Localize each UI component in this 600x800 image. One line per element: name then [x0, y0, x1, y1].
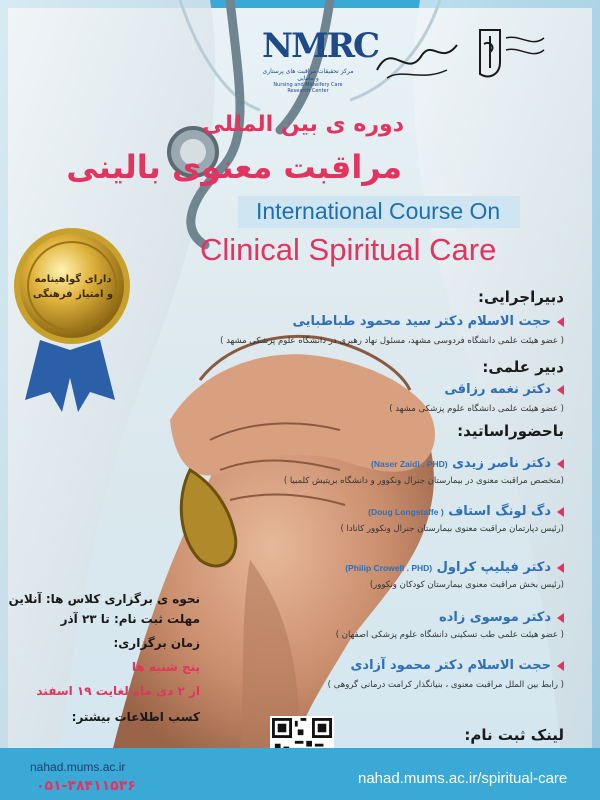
- bullet-icon: [557, 317, 564, 327]
- professor-3-name: [345, 560, 564, 575]
- schedule-day: پنج شنبه ها: [131, 660, 200, 674]
- professor-1-name: [371, 456, 564, 471]
- bullet-icon: [557, 459, 564, 469]
- badge-line1: دارای گواهینامه: [34, 274, 112, 285]
- certificate-badge: [18, 272, 128, 302]
- signature-icon: [372, 30, 462, 90]
- scientific-heading: دبیر علمی:: [482, 358, 564, 376]
- professor-3-desc: (رئیس بخش مراقبت معنوی بیمارستان کودکان ونکوور): [369, 580, 564, 590]
- professor-1-name-text: دکتر ناصر زیدی: [452, 456, 551, 471]
- university-emblem-icon: [470, 24, 550, 96]
- executive-name: [292, 314, 564, 329]
- title-fa-line1: دوره ی بین المللی: [202, 112, 404, 137]
- professor-2-name-text: دگ لونگ استاف: [448, 504, 551, 519]
- registration-url[interactable]: nahad.mums.ac.ir/spiritual-care: [358, 770, 568, 787]
- professor-2-name: [368, 504, 564, 519]
- professor-1-desc: (متخصص مراقبت معنوی در بیمارستان جنرال ونکوور و دانشگاه بریتیش کلمبیا ): [283, 476, 564, 486]
- professor-1-en: (Naser Zaidi . PHD): [371, 459, 448, 469]
- executive-heading: دبیراجرایی:: [477, 288, 564, 306]
- professors-heading: باحضوراساتید:: [457, 422, 564, 440]
- title-en-line1: International Course On: [256, 198, 501, 224]
- nmrc-logo-subtitle-fa: مرکز تحقیقات مراقبت های پرستاری و مامایی: [262, 68, 354, 82]
- info-site-link[interactable]: nahad.mums.ac.ir: [30, 760, 126, 774]
- registration-deadline: مهلت ثبت نام: تا ۲۳ آذر: [60, 612, 200, 626]
- logos-row: [0, 14, 600, 94]
- schedule-range: از ۲ دی ماه لغایت ۱۹ اسفند: [36, 684, 200, 698]
- info-phone: ۰۵۱-۳۸۴۱۱۵۳۶: [36, 778, 136, 794]
- bullet-icon: [557, 385, 564, 395]
- professor-5-name-text: حجت الاسلام دکتر محمود آزادی: [350, 658, 551, 673]
- nmrc-logo-subtitle-en: Nursing and Midwifery Care Research Center: [273, 82, 343, 94]
- executive-name-text: حجت الاسلام دکتر سید محمود طباطبایی: [292, 314, 551, 329]
- bullet-icon: [557, 613, 564, 623]
- title-fa-line2: مراقبت معنوی بالینی: [66, 148, 402, 186]
- bullet-icon: [557, 563, 564, 573]
- professor-3-en: (Philip Crowell . PHD): [345, 563, 433, 573]
- scientific-name: [444, 382, 564, 397]
- title-en-line2: Clinical Spiritual Care: [200, 232, 497, 267]
- schedule-label: زمان برگزاری:: [113, 636, 200, 650]
- more-info-label: کسب اطلاعات بیشتر:: [71, 710, 200, 724]
- professor-4-name-text: دکتر موسوی زاده: [438, 610, 551, 625]
- professor-2-desc: (رئیس دپارتمان مراقبت معنوی بیمارستان جنرال ونکوور کانادا ): [340, 524, 564, 534]
- scientific-desc: ( عضو هیئت علمی دانشگاه علوم پزشکی مشهد ): [389, 404, 564, 414]
- professor-5-desc: ( رابط بین الملل مراقبت معنوی ، بنیانگذار کرامت درمانی گروهی ): [327, 680, 564, 690]
- professor-3-name-text: دکتر فیلیپ کراول: [436, 560, 551, 575]
- bullet-icon: [557, 661, 564, 671]
- professor-5-name: [351, 658, 564, 673]
- professor-4-desc: ( عضو هیئت علمی طب تسکینی دانشگاه علوم پزشکی اصفهان ): [335, 630, 564, 640]
- class-mode: نحوه ی برگزاری کلاس ها: آنلاین: [8, 592, 200, 606]
- scientific-name-text: دکتر نغمه رزاقی: [444, 382, 551, 397]
- executive-desc: ( عضو هیئت علمی دانشگاه فردوسی مشهد، مسئول نهاد رهبری در دانشگاه علوم پزشکی مشهد ): [220, 336, 564, 346]
- signature-logo: [372, 30, 462, 90]
- registration-label: لینک ثبت نام:: [464, 726, 564, 744]
- university-logo: [470, 24, 550, 96]
- nmrc-logo: [262, 26, 379, 94]
- professor-4-name: [439, 610, 564, 625]
- nmrc-logo-mark: NMRC: [262, 26, 379, 66]
- badge-line2: و امتیاز فرهنگی: [32, 289, 114, 300]
- professor-2-en: ( Doug Longstaffe): [368, 507, 444, 517]
- bullet-icon: [557, 507, 564, 517]
